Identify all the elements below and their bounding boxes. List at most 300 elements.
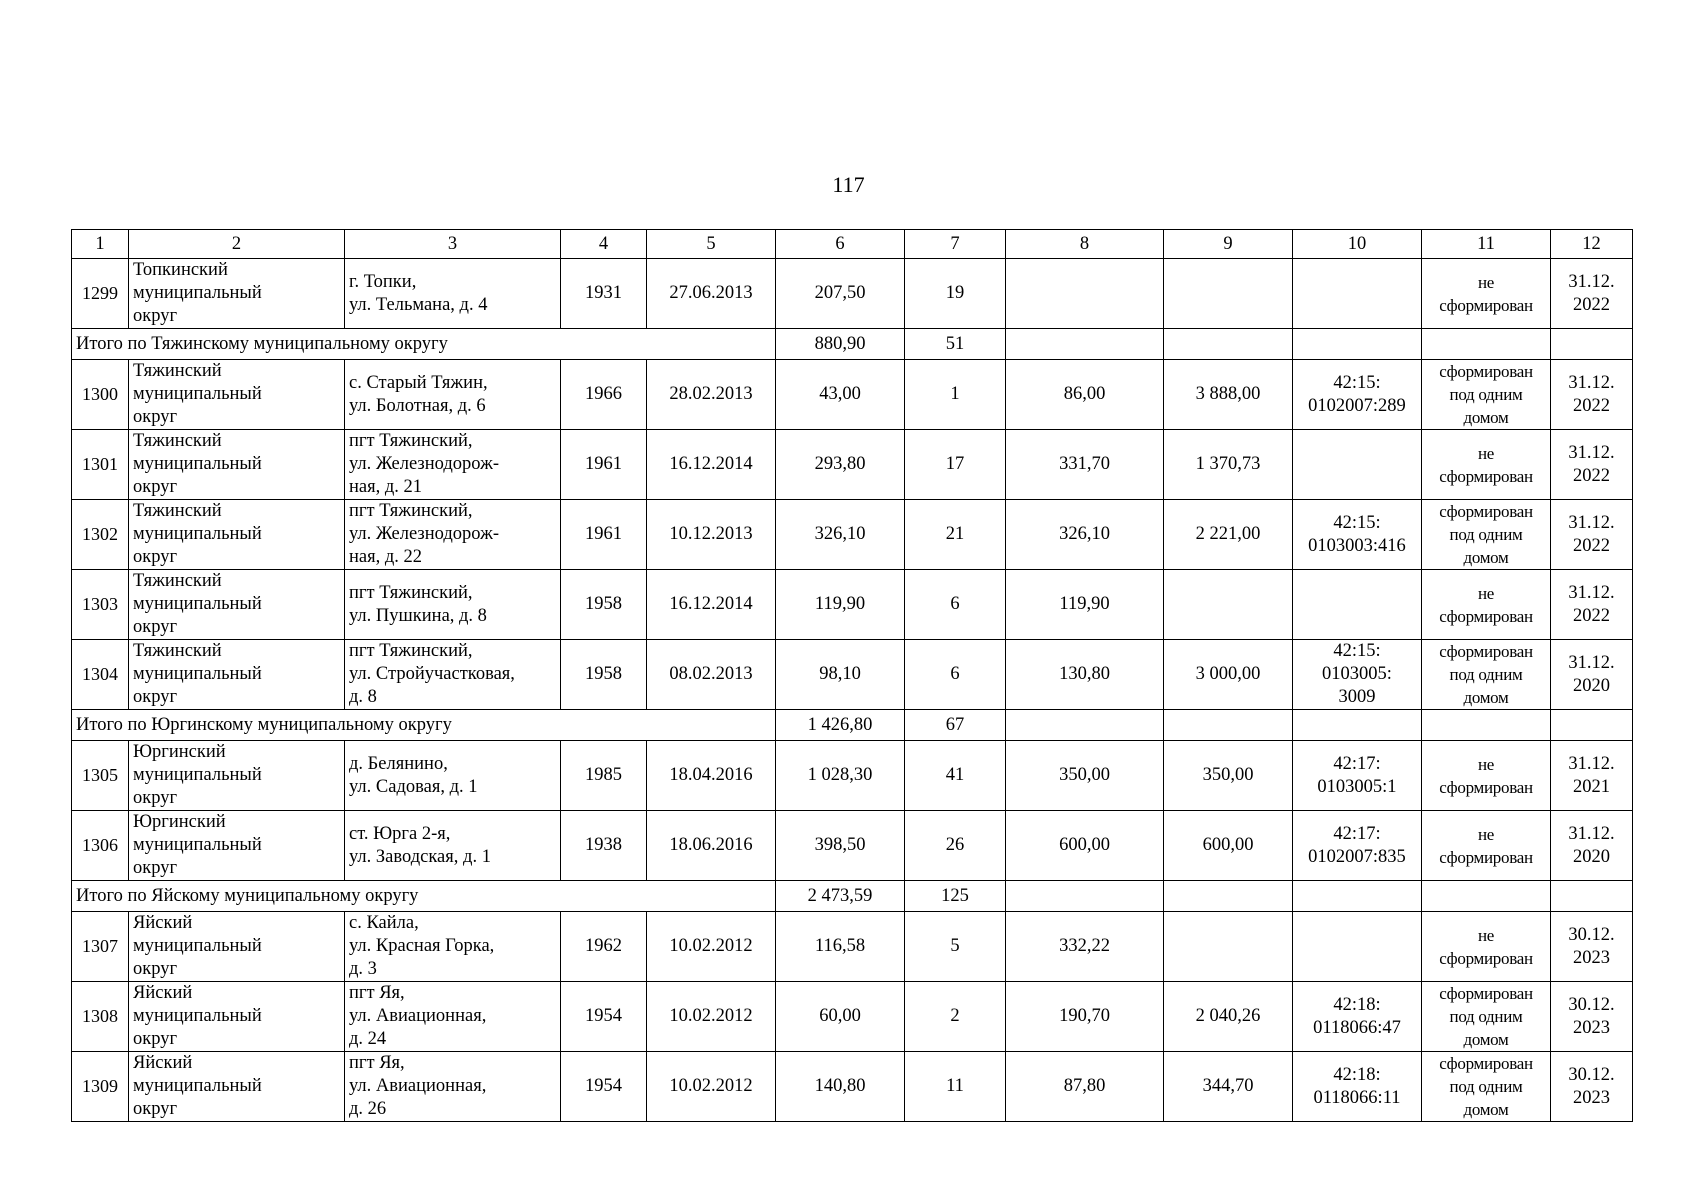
column-header: 8: [1006, 230, 1164, 259]
housing-registry-table: [71, 229, 1633, 1122]
cell-line: сформирован: [1439, 777, 1533, 797]
cadastral-number-cell: [1293, 570, 1422, 640]
empty-cell: [1164, 710, 1293, 741]
land-plot-status-cell: [1422, 1052, 1551, 1122]
land-plot-status-cell: [1422, 811, 1551, 881]
area-cell: 207,50: [776, 259, 905, 329]
registry-body: [72, 259, 1633, 1122]
cell-line: 2020: [1573, 846, 1610, 867]
cell-line: округ: [133, 1029, 178, 1049]
cell-line: Яйский: [133, 1053, 193, 1073]
year-cell: 1938: [561, 811, 647, 881]
cadastral-number-cell: [1293, 430, 1422, 500]
cell-line: 0102007:835: [1308, 846, 1406, 867]
date-cell: 10.12.2013: [647, 500, 776, 570]
cell-line: 31.12.: [1568, 753, 1615, 774]
cell-line: ул. Заводская, д. 1: [349, 846, 491, 867]
cell-line: ная, д. 21: [349, 477, 423, 497]
table-row: [72, 640, 1633, 710]
cell-line: пгт Тяжинский,: [349, 431, 473, 451]
deadline-cell: [1551, 500, 1633, 570]
address-cell: [345, 259, 561, 329]
cell-line: ул. Стройучастковая,: [349, 664, 515, 684]
column-9-cell: 3 888,00: [1164, 360, 1293, 430]
cell-line: с. Старый Тяжин,: [349, 372, 488, 393]
date-cell: 08.02.2013: [647, 640, 776, 710]
table-row: [72, 741, 1633, 811]
district-cell: [129, 640, 345, 710]
total-row: [72, 710, 1633, 741]
year-cell: 1954: [561, 982, 647, 1052]
cadastral-number-cell: [1293, 500, 1422, 570]
row-number: 1301: [72, 430, 129, 500]
cell-line: 0118066:11: [1313, 1087, 1401, 1108]
total-label: Итого по Яйскому муниципальному округу: [72, 881, 776, 912]
column-9-cell: 600,00: [1164, 811, 1293, 881]
cell-line: муниципальный: [133, 454, 262, 474]
column-header: 11: [1422, 230, 1551, 259]
land-plot-status-cell: [1422, 982, 1551, 1052]
cell-line: 30.12.: [1568, 1064, 1615, 1085]
cell-line: г. Топки,: [349, 271, 417, 292]
cell-line: сформирован: [1439, 847, 1533, 867]
total-area: 880,90: [776, 329, 905, 360]
cell-line: 42:15:: [1333, 372, 1381, 393]
column-8-cell: 87,80: [1006, 1052, 1164, 1122]
empty-cell: [1551, 881, 1633, 912]
cell-line: не: [1477, 925, 1495, 945]
column-9-cell: 3 000,00: [1164, 640, 1293, 710]
residents-cell: 1: [905, 360, 1006, 430]
cell-line: ул. Садовая, д. 1: [349, 776, 478, 797]
column-header: 2: [129, 230, 345, 259]
district-cell: [129, 1052, 345, 1122]
cell-line: ул. Железнодорож-: [349, 454, 500, 474]
column-9-cell: [1164, 912, 1293, 982]
cell-line: пгт Тяжинский,: [349, 582, 473, 603]
cell-line: 31.12.: [1568, 582, 1615, 603]
year-cell: 1961: [561, 430, 647, 500]
district-cell: [129, 259, 345, 329]
column-8-cell: 600,00: [1006, 811, 1164, 881]
district-cell: [129, 570, 345, 640]
column-9-cell: [1164, 259, 1293, 329]
cell-line: 42:15:: [1333, 641, 1381, 661]
deadline-cell: [1551, 570, 1633, 640]
row-number: 1303: [72, 570, 129, 640]
cell-line: ул. Красная Горка,: [349, 936, 495, 956]
address-cell: [345, 500, 561, 570]
deadline-cell: [1551, 741, 1633, 811]
row-number: 1309: [72, 1052, 129, 1122]
cell-line: не: [1477, 824, 1495, 844]
row-number: 1306: [72, 811, 129, 881]
land-plot-status-cell: [1422, 570, 1551, 640]
deadline-cell: [1551, 430, 1633, 500]
year-cell: 1961: [561, 500, 647, 570]
total-area: 1 426,80: [776, 710, 905, 741]
cell-line: муниципальный: [133, 524, 262, 544]
column-8-cell: [1006, 259, 1164, 329]
cadastral-number-cell: [1293, 1052, 1422, 1122]
empty-cell: [1551, 710, 1633, 741]
district-cell: [129, 982, 345, 1052]
total-row: [72, 329, 1633, 360]
cell-line: пгт Тяжинский,: [349, 641, 473, 661]
cadastral-number-cell: [1293, 259, 1422, 329]
year-cell: 1958: [561, 640, 647, 710]
total-label: Итого по Тяжинскому муниципальному округу: [72, 329, 776, 360]
year-cell: 1958: [561, 570, 647, 640]
cell-line: 3009: [1338, 687, 1376, 707]
table-row: [72, 982, 1633, 1052]
district-cell: [129, 500, 345, 570]
cell-line: муниципальный: [133, 594, 262, 614]
column-8-cell: 86,00: [1006, 360, 1164, 430]
cell-line: 0103005:1: [1317, 776, 1397, 797]
area-cell: 1 028,30: [776, 741, 905, 811]
cell-line: 0102007:289: [1308, 395, 1406, 416]
land-plot-status-cell: [1422, 640, 1551, 710]
address-cell: [345, 570, 561, 640]
cell-line: муниципальный: [133, 835, 262, 855]
cell-line: домом: [1463, 548, 1509, 567]
cadastral-number-cell: [1293, 640, 1422, 710]
district-cell: [129, 741, 345, 811]
column-9-cell: [1164, 570, 1293, 640]
cell-line: Юргинский: [133, 812, 226, 832]
cell-line: Яйский: [133, 913, 193, 933]
area-cell: 326,10: [776, 500, 905, 570]
deadline-cell: [1551, 811, 1633, 881]
cell-line: округ: [133, 617, 178, 637]
cell-line: Тяжинский: [133, 361, 222, 381]
cell-line: не: [1477, 754, 1495, 774]
deadline-cell: [1551, 640, 1633, 710]
empty-cell: [1164, 881, 1293, 912]
cell-line: сформирован: [1439, 948, 1533, 968]
cell-line: округ: [133, 788, 178, 808]
column-header: 4: [561, 230, 647, 259]
cell-line: 2020: [1573, 675, 1610, 696]
cadastral-number-cell: [1293, 741, 1422, 811]
area-cell: 293,80: [776, 430, 905, 500]
column-header: 5: [647, 230, 776, 259]
cell-line: домом: [1463, 1100, 1509, 1119]
empty-cell: [1164, 329, 1293, 360]
cell-line: пгт Тяжинский,: [349, 501, 473, 521]
cell-line: сформирован: [1439, 502, 1533, 521]
empty-cell: [1006, 710, 1164, 741]
cell-line: сформирован: [1439, 1054, 1533, 1073]
land-plot-status-cell: [1422, 741, 1551, 811]
row-number: 1304: [72, 640, 129, 710]
cell-line: Тяжинский: [133, 641, 222, 661]
area-cell: 60,00: [776, 982, 905, 1052]
column-9-cell: 1 370,73: [1164, 430, 1293, 500]
cell-line: 42:17:: [1333, 823, 1381, 844]
cell-line: округ: [133, 306, 178, 326]
year-cell: 1966: [561, 360, 647, 430]
cell-line: сформирован: [1439, 466, 1533, 486]
row-number: 1300: [72, 360, 129, 430]
cell-line: 31.12.: [1568, 271, 1615, 292]
column-9-cell: 344,70: [1164, 1052, 1293, 1122]
cell-line: с. Кайла,: [349, 913, 419, 933]
cell-line: муниципальный: [133, 283, 262, 303]
cell-line: пгт Яя,: [349, 1053, 405, 1073]
year-cell: 1931: [561, 259, 647, 329]
cell-line: муниципальный: [133, 384, 262, 404]
cell-line: округ: [133, 477, 178, 497]
cadastral-number-cell: [1293, 811, 1422, 881]
district-cell: [129, 912, 345, 982]
cell-line: 42:15:: [1333, 512, 1381, 533]
empty-cell: [1006, 329, 1164, 360]
cell-line: 0118066:47: [1313, 1017, 1401, 1038]
row-number: 1305: [72, 741, 129, 811]
cell-line: ул. Пушкина, д. 8: [349, 605, 487, 626]
cell-line: округ: [133, 959, 178, 979]
cell-line: 31.12.: [1568, 652, 1615, 673]
cell-line: 31.12.: [1568, 512, 1615, 533]
cell-line: Юргинский: [133, 742, 226, 762]
cell-line: 42:18:: [1333, 994, 1381, 1015]
year-cell: 1954: [561, 1052, 647, 1122]
deadline-cell: [1551, 259, 1633, 329]
row-number: 1299: [72, 259, 129, 329]
year-cell: 1962: [561, 912, 647, 982]
total-residents: 67: [905, 710, 1006, 741]
cell-line: 0103003:416: [1308, 535, 1406, 556]
residents-cell: 41: [905, 741, 1006, 811]
column-8-cell: 331,70: [1006, 430, 1164, 500]
cell-line: 2021: [1573, 776, 1610, 797]
cell-line: ул. Железнодорож-: [349, 524, 500, 544]
cell-line: д. 3: [349, 959, 377, 979]
cell-line: 2022: [1573, 535, 1610, 556]
cell-line: 30.12.: [1568, 994, 1615, 1015]
residents-cell: 6: [905, 640, 1006, 710]
cell-line: 0103005:: [1322, 664, 1392, 684]
cell-line: ст. Юрга 2-я,: [349, 823, 451, 844]
cell-line: сформирован: [1439, 606, 1533, 626]
cell-line: д. Белянино,: [349, 753, 448, 774]
page-number: 117: [832, 172, 865, 197]
cell-line: под одним: [1449, 665, 1523, 684]
land-plot-status-cell: [1422, 912, 1551, 982]
residents-cell: 19: [905, 259, 1006, 329]
total-label: Итого по Юргинскому муниципальному округу: [72, 710, 776, 741]
empty-cell: [1293, 881, 1422, 912]
cell-line: д. 24: [349, 1029, 387, 1049]
cell-line: 2023: [1573, 1087, 1610, 1108]
column-8-cell: 190,70: [1006, 982, 1164, 1052]
cell-line: муниципальный: [133, 1076, 262, 1096]
cell-line: 2023: [1573, 947, 1610, 968]
empty-cell: [1006, 881, 1164, 912]
column-header: 1: [72, 230, 129, 259]
date-cell: 27.06.2013: [647, 259, 776, 329]
table-row: [72, 570, 1633, 640]
column-8-cell: 332,22: [1006, 912, 1164, 982]
address-cell: [345, 741, 561, 811]
address-cell: [345, 982, 561, 1052]
cell-line: округ: [133, 858, 178, 878]
cadastral-number-cell: [1293, 982, 1422, 1052]
column-header: 6: [776, 230, 905, 259]
cell-line: округ: [133, 407, 178, 427]
deadline-cell: [1551, 1052, 1633, 1122]
area-cell: 98,10: [776, 640, 905, 710]
cell-line: сформирован: [1439, 642, 1533, 661]
cell-line: муниципальный: [133, 1006, 262, 1026]
row-number: 1308: [72, 982, 129, 1052]
empty-cell: [1422, 881, 1551, 912]
address-cell: [345, 430, 561, 500]
residents-cell: 2: [905, 982, 1006, 1052]
cell-line: сформирован: [1439, 295, 1533, 315]
cell-line: 2022: [1573, 395, 1610, 416]
column-header: 3: [345, 230, 561, 259]
date-cell: 16.12.2014: [647, 430, 776, 500]
cell-line: Топкинский: [133, 260, 228, 280]
table-row: [72, 430, 1633, 500]
cell-line: округ: [133, 547, 178, 567]
residents-cell: 11: [905, 1052, 1006, 1122]
empty-cell: [1551, 329, 1633, 360]
column-header: 9: [1164, 230, 1293, 259]
residents-cell: 6: [905, 570, 1006, 640]
cell-line: 2022: [1573, 294, 1610, 315]
row-number: 1307: [72, 912, 129, 982]
cell-line: домом: [1463, 408, 1509, 427]
column-header: 7: [905, 230, 1006, 259]
row-number: 1302: [72, 500, 129, 570]
column-9-cell: 350,00: [1164, 741, 1293, 811]
table-row: [72, 1052, 1633, 1122]
date-cell: 18.04.2016: [647, 741, 776, 811]
address-cell: [345, 811, 561, 881]
cell-line: ул. Болотная, д. 6: [349, 395, 486, 416]
cell-line: не: [1477, 443, 1495, 463]
cell-line: 2022: [1573, 465, 1610, 486]
empty-cell: [1422, 329, 1551, 360]
residents-cell: 17: [905, 430, 1006, 500]
date-cell: 16.12.2014: [647, 570, 776, 640]
land-plot-status-cell: [1422, 360, 1551, 430]
column-header: 10: [1293, 230, 1422, 259]
cell-line: ная, д. 22: [349, 547, 423, 567]
cell-line: домом: [1463, 688, 1509, 707]
district-cell: [129, 430, 345, 500]
column-9-cell: 2 221,00: [1164, 500, 1293, 570]
cell-line: Тяжинский: [133, 431, 222, 451]
cell-line: 31.12.: [1568, 372, 1615, 393]
area-cell: 116,58: [776, 912, 905, 982]
cell-line: 2022: [1573, 605, 1610, 626]
total-row: [72, 881, 1633, 912]
cell-line: Яйский: [133, 983, 193, 1003]
cell-line: не: [1477, 272, 1495, 292]
cell-line: Тяжинский: [133, 571, 222, 591]
area-cell: 119,90: [776, 570, 905, 640]
year-cell: 1985: [561, 741, 647, 811]
cadastral-number-cell: [1293, 912, 1422, 982]
cell-line: под одним: [1449, 1077, 1523, 1096]
table-row: [72, 811, 1633, 881]
land-plot-status-cell: [1422, 259, 1551, 329]
cell-line: 31.12.: [1568, 442, 1615, 463]
empty-cell: [1293, 329, 1422, 360]
deadline-cell: [1551, 912, 1633, 982]
land-plot-status-cell: [1422, 430, 1551, 500]
cell-line: ул. Авиационная,: [349, 1006, 487, 1026]
cadastral-number-cell: [1293, 360, 1422, 430]
date-cell: 10.02.2012: [647, 912, 776, 982]
address-cell: [345, 912, 561, 982]
area-cell: 398,50: [776, 811, 905, 881]
address-cell: [345, 640, 561, 710]
cell-line: пгт Яя,: [349, 983, 405, 1003]
cell-line: 30.12.: [1568, 924, 1615, 945]
cell-line: 42:17:: [1333, 753, 1381, 774]
cell-line: под одним: [1449, 1007, 1523, 1026]
residents-cell: 21: [905, 500, 1006, 570]
address-cell: [345, 1052, 561, 1122]
cell-line: под одним: [1449, 525, 1523, 544]
date-cell: 10.02.2012: [647, 1052, 776, 1122]
district-cell: [129, 360, 345, 430]
column-9-cell: 2 040,26: [1164, 982, 1293, 1052]
deadline-cell: [1551, 360, 1633, 430]
total-residents: 125: [905, 881, 1006, 912]
district-cell: [129, 811, 345, 881]
column-8-cell: 350,00: [1006, 741, 1164, 811]
cell-line: муниципальный: [133, 936, 262, 956]
total-residents: 51: [905, 329, 1006, 360]
cell-line: муниципальный: [133, 664, 262, 684]
cell-line: Тяжинский: [133, 501, 222, 521]
cell-line: домом: [1463, 1030, 1509, 1049]
empty-cell: [1293, 710, 1422, 741]
cell-line: сформирован: [1439, 362, 1533, 381]
cell-line: не: [1477, 583, 1495, 603]
cell-line: округ: [133, 687, 178, 707]
cell-line: округ: [133, 1099, 178, 1119]
address-cell: [345, 360, 561, 430]
deadline-cell: [1551, 982, 1633, 1052]
cell-line: 31.12.: [1568, 823, 1615, 844]
cell-line: ул. Тельмана, д. 4: [349, 294, 488, 315]
column-8-cell: 119,90: [1006, 570, 1164, 640]
cell-line: под одним: [1449, 385, 1523, 404]
cell-line: муниципальный: [133, 765, 262, 785]
area-cell: 140,80: [776, 1052, 905, 1122]
column-number-row: [72, 230, 1633, 259]
column-header: 12: [1551, 230, 1633, 259]
empty-cell: [1422, 710, 1551, 741]
table-row: [72, 259, 1633, 329]
cell-line: 2023: [1573, 1017, 1610, 1038]
cell-line: 42:18:: [1333, 1064, 1381, 1085]
residents-cell: 26: [905, 811, 1006, 881]
column-8-cell: 326,10: [1006, 500, 1164, 570]
cell-line: сформирован: [1439, 984, 1533, 1003]
table-row: [72, 360, 1633, 430]
table-row: [72, 912, 1633, 982]
column-8-cell: 130,80: [1006, 640, 1164, 710]
